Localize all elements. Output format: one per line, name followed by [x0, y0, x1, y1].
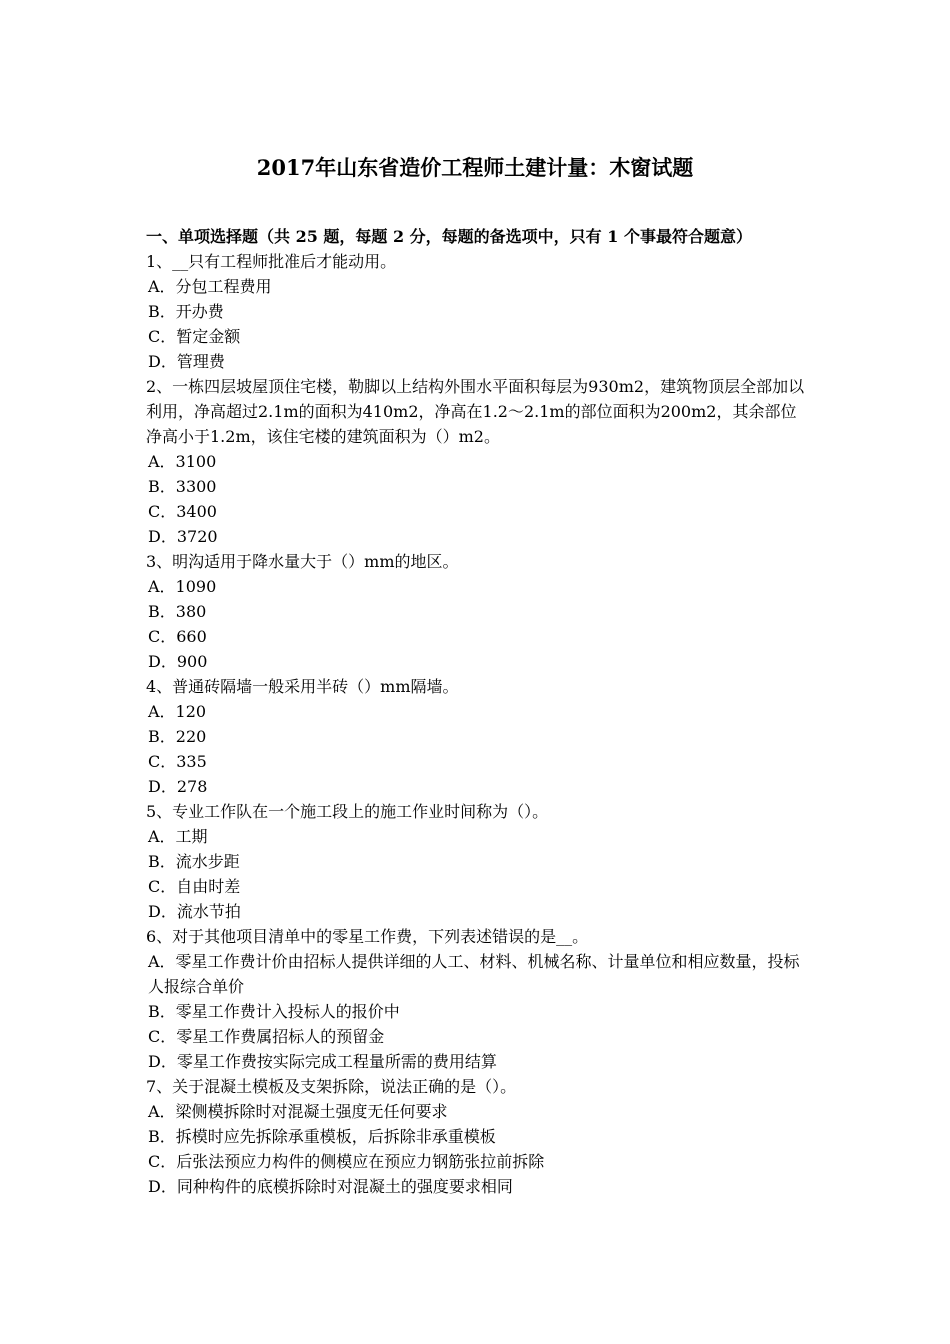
question-stem: 4、普通砖隔墙一般采用半砖（）mm隔墙。: [146, 677, 459, 696]
option-d: D．同种构件的底模拆除时对混凝土的强度要求相同: [148, 1177, 513, 1196]
question-1: [146, 249, 811, 374]
question-7: [146, 1074, 811, 1199]
option-d: D．3720: [148, 527, 218, 546]
option-b: B．开办费: [148, 302, 224, 321]
option-b: B．220: [148, 727, 207, 746]
option-c: C．660: [148, 627, 207, 646]
option-d: D．流水节拍: [148, 902, 241, 921]
question-2: [146, 374, 811, 549]
option-d: D．278: [148, 777, 208, 796]
option-b: B．流水步距: [148, 852, 240, 871]
question-stem: 1、__只有工程师批准后才能动用。: [146, 252, 397, 271]
question-5: [146, 799, 811, 924]
option-a: A．分包工程费用: [148, 277, 272, 296]
option-b: B．3300: [148, 477, 217, 496]
option-d: D．零星工作费按实际完成工程量所需的费用结算: [148, 1052, 497, 1071]
question-stem: 2、一栋四层坡屋顶住宅楼，勒脚以上结构外围水平面积每层为930m2，建筑物顶层全部加以利用，净高超过2.1m的面积为410m2，净高在1.2～2.1m的部位面积为200m2，其余部位净高小于1.2m，该住宅楼的建筑面积为（）m2。: [146, 377, 805, 446]
question-stem: 7、关于混凝土模板及支架拆除，说法正确的是（）。: [146, 1077, 517, 1096]
document-body: [146, 224, 811, 1199]
question-stem: 5、专业工作队在一个施工段上的施工作业时间称为（）。: [146, 802, 549, 821]
option-b: B．380: [148, 602, 207, 621]
option-d: D．管理费: [148, 352, 225, 371]
option-a: A．120: [148, 702, 207, 721]
option-c: C．自由时差: [148, 877, 241, 896]
option-b: B．拆模时应先拆除承重模板，后拆除非承重模板: [148, 1127, 496, 1146]
option-c: C．零星工作费属招标人的预留金: [148, 1027, 385, 1046]
option-a: A．1090: [148, 577, 217, 596]
option-c: C．3400: [148, 502, 217, 521]
question-4: [146, 674, 811, 799]
option-c: C．后张法预应力构件的侧模应在预应力钢筋张拉前拆除: [148, 1152, 545, 1171]
option-c: C．暂定金额: [148, 327, 241, 346]
option-a: A．3100: [148, 452, 217, 471]
option-b: B．零星工作费计入投标人的报价中: [148, 1002, 400, 1021]
option-a: A．梁侧模拆除时对混凝土强度无任何要求: [148, 1102, 448, 1121]
option-a: A．零星工作费计价由招标人提供详细的人工、材料、机械名称、计量单位和相应数量，投标人报综合单价: [148, 952, 800, 996]
question-stem: 6、对于其他项目清单中的零星工作费，下列表述错误的是__。: [146, 927, 589, 946]
option-d: D．900: [148, 652, 208, 671]
section-heading: 一、单项选择题（共 25 题，每题 2 分，每题的备选项中，只有 1 个事最符合题意）: [146, 227, 752, 246]
option-a: A．工期: [148, 827, 208, 846]
question-3: [146, 549, 811, 674]
question-stem: 3、明沟适用于降水量大于（）mm的地区。: [146, 552, 459, 571]
document-title: 2017年山东省造价工程师土建计量：木窗试题: [256, 155, 694, 180]
option-c: C．335: [148, 752, 207, 771]
question-6: [146, 924, 811, 1074]
